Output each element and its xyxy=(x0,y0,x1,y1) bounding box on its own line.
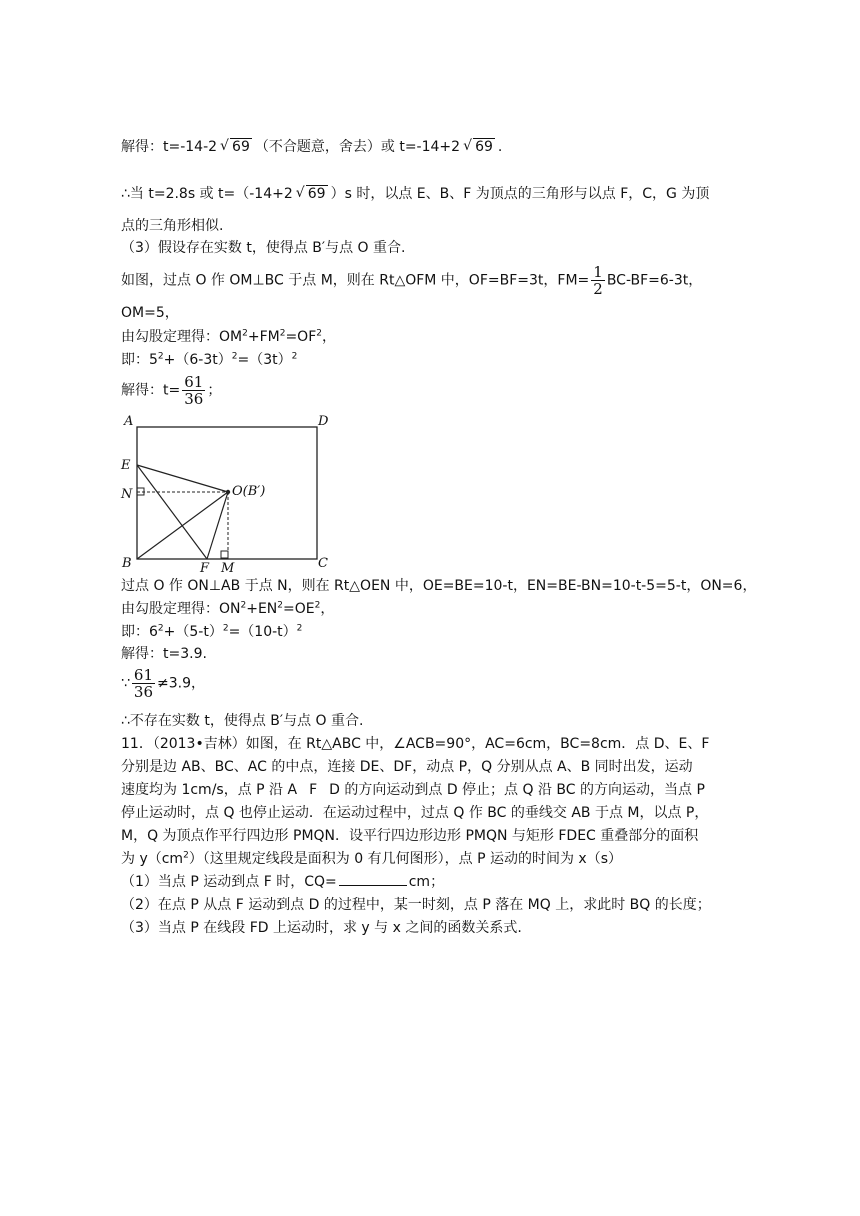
line-22 xyxy=(121,873,444,891)
text: 如图，过点 O 作 OM⊥BC 于点 M，则在 Rt△OFM 中，OF=BF=3t，FM= xyxy=(121,272,590,289)
line-21 xyxy=(121,850,622,868)
line-15: ∴不存在实数 t，使得点 B′与点 O 重合. xyxy=(121,713,364,729)
superscript: 2 xyxy=(296,623,303,634)
line-16: 11．（2013•吉林）如图，在 Rt△ABC 中，∠ACB=90°，AC=6cm，BC=8cm．点 D、E、F xyxy=(121,736,710,752)
text: 解得：t= xyxy=(121,382,181,399)
text: =OE xyxy=(283,601,315,617)
geometry-figure xyxy=(118,412,338,572)
fraction-61-36: $\frac{61}{36}$ xyxy=(184,373,204,408)
text: =OF xyxy=(285,329,317,345)
superscript: 2 xyxy=(183,850,189,861)
text: cm； xyxy=(408,874,445,890)
label-A: A xyxy=(124,414,134,429)
label-O: O(B′) xyxy=(232,484,266,499)
text: 即：5 xyxy=(121,352,158,368)
line-14 xyxy=(121,667,205,700)
label-F: F xyxy=(200,561,210,572)
text: 由勾股定理得：ON xyxy=(121,601,241,617)
line-4: （3）假设存在实数 t，使得点 B′与点 O 重合. xyxy=(121,240,406,256)
line-3: 点的三角形相似. xyxy=(121,218,224,234)
line-7: 由勾股定理得：$OM^2+FM^2=OF^2$， xyxy=(121,328,336,345)
text: ）s 时，以点 E、B、F 为顶点的三角形与以点 F，C，G 为顶 xyxy=(330,186,710,202)
superscript: 2 xyxy=(291,351,298,362)
label-B: B xyxy=(122,556,132,571)
sqrt-69: √ 69 xyxy=(220,138,252,156)
answer-blank[interactable] xyxy=(339,873,407,886)
text: D 的方向运动到点 D 停止；点 Q 沿 BC 的方向运动，当点 P xyxy=(329,782,705,798)
line-13: 解得：t=3.9. xyxy=(121,646,207,662)
line-10: 过点 O 作 ON⊥AB 于点 N，则在 Rt△OEN 中，OE=BE=10-t，EN=BE-BN=10-t-5=5-t，ON=6， xyxy=(121,578,757,594)
text: +FM xyxy=(247,329,280,345)
text: （不合题意，舍去）或 t=-14+2 xyxy=(254,139,461,155)
text: =（3t） xyxy=(237,352,292,368)
line-2 xyxy=(121,185,709,203)
superscript: 2 xyxy=(242,328,248,339)
fraction-61-36: $\frac{61}{36}$ xyxy=(133,666,154,701)
text: 为 y（cm xyxy=(121,851,184,867)
line-24: （3）当点 P 在线段 FD 上运动时，求 y 与 x 之间的函数关系式. xyxy=(121,920,522,936)
line-11: 由勾股定理得：$ON^2+EN^2=OE^2$， xyxy=(121,600,335,617)
line-19: 停止运动时，点 Q 也停止运动．在运动过程中，过点 Q 作 BC 的垂线交 AB 于点 M，以点 P， xyxy=(121,805,709,821)
text: 速度均为 1cm/s，点 P 沿 A xyxy=(121,782,298,798)
superscript: 2 xyxy=(231,351,238,362)
line-8 xyxy=(121,351,297,369)
superscript: 2 xyxy=(157,623,164,634)
label-C: C xyxy=(318,556,328,571)
text: +（5-t） xyxy=(163,624,223,640)
text: （1）当点 P 运动到点 F 时，CQ= xyxy=(121,874,337,890)
text: 解得：t=-14-2 xyxy=(121,139,218,155)
text: 即：6 xyxy=(121,624,158,640)
superscript: 2 xyxy=(314,600,321,611)
label-D: D xyxy=(318,414,329,429)
text: 由勾股定理得：OM xyxy=(121,329,243,345)
sqrt-69: √ 69 xyxy=(463,138,495,156)
line-20: M，Q 为顶点作平行四边形 PMQN．设平行四边形边形 PMQN 与矩形 FDEC 重叠部分的面积 xyxy=(121,828,699,844)
superscript: 2 xyxy=(277,600,284,611)
superscript: 2 xyxy=(316,328,322,339)
label-M: M xyxy=(221,561,235,572)
fraction-one-half: $\frac{1}{2}$ xyxy=(593,263,603,298)
text: ）（这里规定线段是面积为 0 有几何图形），点 P 运动的时间为 x（s） xyxy=(188,851,622,867)
line-23: （2）在点 P 从点 F 运动到点 D 的过程中，某一时刻，点 P 落在 MQ 上，求此时 BQ 的长度； xyxy=(121,897,711,913)
text: . xyxy=(497,139,503,155)
text: =（10-t） xyxy=(228,624,297,640)
line-5 xyxy=(121,264,702,297)
text: ∵ xyxy=(121,675,130,692)
label-N: N xyxy=(121,487,133,502)
superscript: 2 xyxy=(157,351,164,362)
text: ∴当 t=2.8s 或 t=（-14+2 xyxy=(121,186,293,202)
line-12 xyxy=(121,623,302,641)
text: ≠3.9， xyxy=(157,675,206,692)
superscript: 2 xyxy=(240,600,247,611)
text: +EN xyxy=(246,601,278,617)
text: +（6-3t） xyxy=(163,352,232,368)
line-17: 分别是边 AB、BC、AC 的中点，连接 DE、DF，动点 P，Q 分别从点 A、B 同时出发，运动 xyxy=(121,759,693,775)
text: BC-BF=6-3t， xyxy=(606,272,703,289)
line-6: OM=5， xyxy=(121,305,179,321)
label-E: E xyxy=(121,458,131,473)
line-1 xyxy=(121,138,502,156)
text: ； xyxy=(207,382,222,399)
sqrt-69: √ 69 xyxy=(296,185,328,203)
text: F xyxy=(309,782,318,798)
line-9 xyxy=(121,374,221,407)
superscript: 2 xyxy=(222,623,229,634)
superscript: 2 xyxy=(279,328,286,339)
line-18 xyxy=(121,781,705,799)
